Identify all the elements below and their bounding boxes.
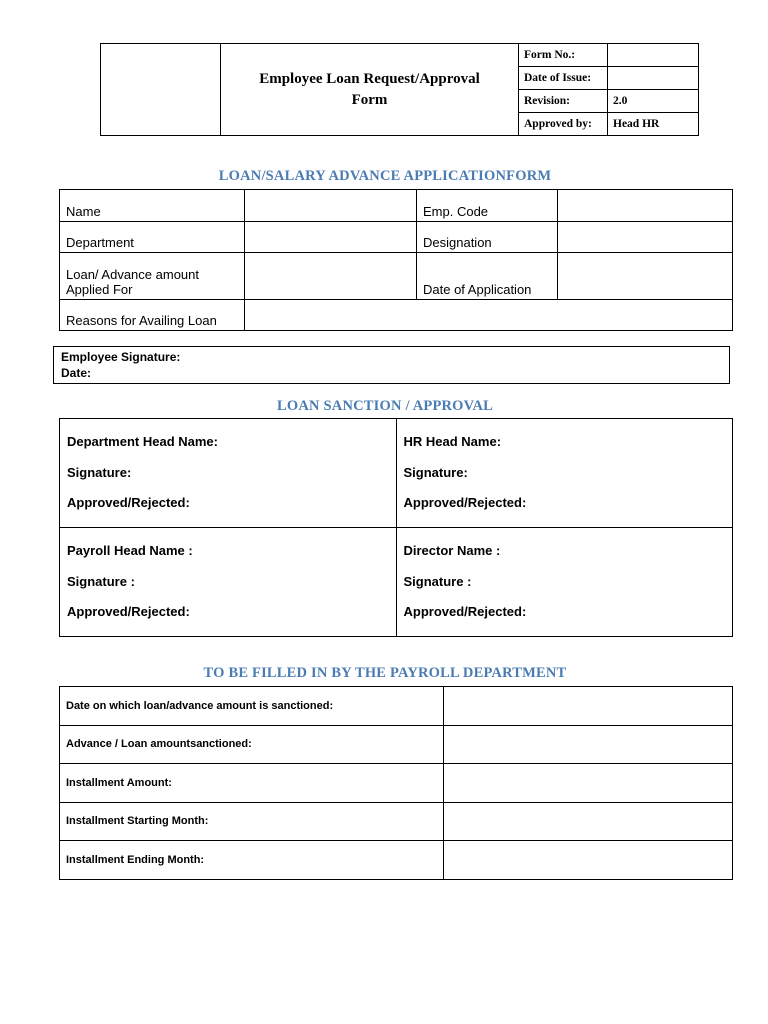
payroll-section-title: TO BE FILLED IN BY THE PAYROLL DEPARTMENT (203, 665, 567, 681)
date-of-issue-value[interactable] (608, 67, 699, 90)
name-label-cell (60, 190, 245, 222)
form-meta (519, 44, 699, 136)
designation-label: Designation (423, 235, 492, 250)
table-row (60, 687, 733, 726)
application-section-title: LOAN/SALARY ADVANCE APPLICATIONFORM (218, 168, 552, 184)
sanction-date-field[interactable] (444, 687, 733, 726)
installment-start-label: Installment Starting Month: (60, 802, 444, 841)
emp-code-label: Emp. Code (423, 204, 489, 219)
date-of-application-label-cell (417, 253, 558, 300)
employee-signature-label: Employee Signature: (61, 350, 181, 364)
department-label: Department (66, 235, 134, 250)
reasons-field[interactable] (245, 300, 733, 331)
employee-signature-box (53, 346, 730, 384)
department-head-name-label: Department Head Name: (67, 434, 218, 449)
form-title (221, 44, 519, 136)
date-of-issue-label: Date of Issue: (519, 67, 608, 90)
revision-value: 2.0 (608, 90, 699, 113)
table-row (60, 841, 733, 880)
approval-table (59, 418, 733, 637)
payroll-head-signature-label: Signature : (67, 573, 135, 589)
installment-start-field[interactable] (444, 802, 733, 841)
reasons-label-cell (60, 300, 245, 331)
name-label: Name (66, 204, 101, 219)
form-no-value[interactable] (608, 44, 699, 67)
designation-label-cell (417, 222, 558, 253)
director-signature-label: Signature : (403, 573, 472, 589)
installment-end-field[interactable] (444, 841, 733, 880)
table-row (60, 725, 733, 764)
emp-code-field[interactable] (558, 190, 733, 222)
installment-end-label: Installment Ending Month: (60, 841, 444, 880)
amount-label-cell (60, 253, 245, 300)
payroll-head-block[interactable] (60, 528, 397, 637)
approved-by-label: Approved by: (519, 113, 608, 136)
form-title-line1: Employee Loan Request/Approval (259, 70, 480, 87)
amount-sanctioned-label: Advance / Loan amountsanctioned: (60, 725, 444, 764)
approved-by-value: Head HR (608, 113, 699, 136)
amount-field[interactable] (245, 253, 417, 300)
payroll-head-status-label: Approved/Rejected: (67, 604, 190, 619)
amount-sanctioned-field[interactable] (444, 725, 733, 764)
date-of-application-field[interactable] (558, 253, 733, 300)
hr-head-name-label: HR Head Name: (403, 434, 502, 449)
director-status-label: Approved/Rejected: (403, 604, 527, 619)
payroll-table (59, 686, 733, 880)
hr-head-status-label: Approved/Rejected: (403, 495, 527, 510)
emp-code-label-cell (417, 190, 558, 222)
department-head-signature-label: Signature: (67, 464, 132, 480)
department-head-status-label: Approved/Rejected: (67, 495, 190, 510)
revision-label: Revision: (519, 90, 608, 113)
table-row (60, 764, 733, 803)
department-label-cell (60, 222, 245, 253)
amount-label-line1: Loan/ Advance amount (66, 267, 199, 282)
installment-amount-field[interactable] (444, 764, 733, 803)
application-table (59, 189, 733, 331)
signature-date-label: Date: (61, 366, 92, 380)
name-field[interactable] (245, 190, 417, 222)
amount-label-line2: Applied For (66, 282, 133, 297)
approval-section-title: LOAN SANCTION / APPROVAL (276, 398, 494, 414)
department-head-block[interactable] (60, 419, 397, 528)
department-field[interactable] (245, 222, 417, 253)
designation-field[interactable] (558, 222, 733, 253)
reasons-label: Reasons for Availing Loan (66, 313, 217, 328)
form-header (100, 43, 699, 136)
sanction-date-label: Date on which loan/advance amount is sanctioned: (60, 687, 444, 726)
installment-amount-label: Installment Amount: (60, 764, 444, 803)
director-block[interactable] (396, 528, 733, 637)
date-of-application-label: Date of Application (423, 282, 532, 297)
payroll-head-name-label: Payroll Head Name : (67, 543, 193, 558)
form-title-line2: Form (351, 91, 388, 108)
logo-placeholder (101, 44, 221, 136)
hr-head-block[interactable] (396, 419, 733, 528)
director-name-label: Director Name : (403, 543, 501, 558)
hr-head-signature-label: Signature: (403, 464, 468, 480)
table-row (60, 802, 733, 841)
form-no-label: Form No.: (519, 44, 608, 67)
